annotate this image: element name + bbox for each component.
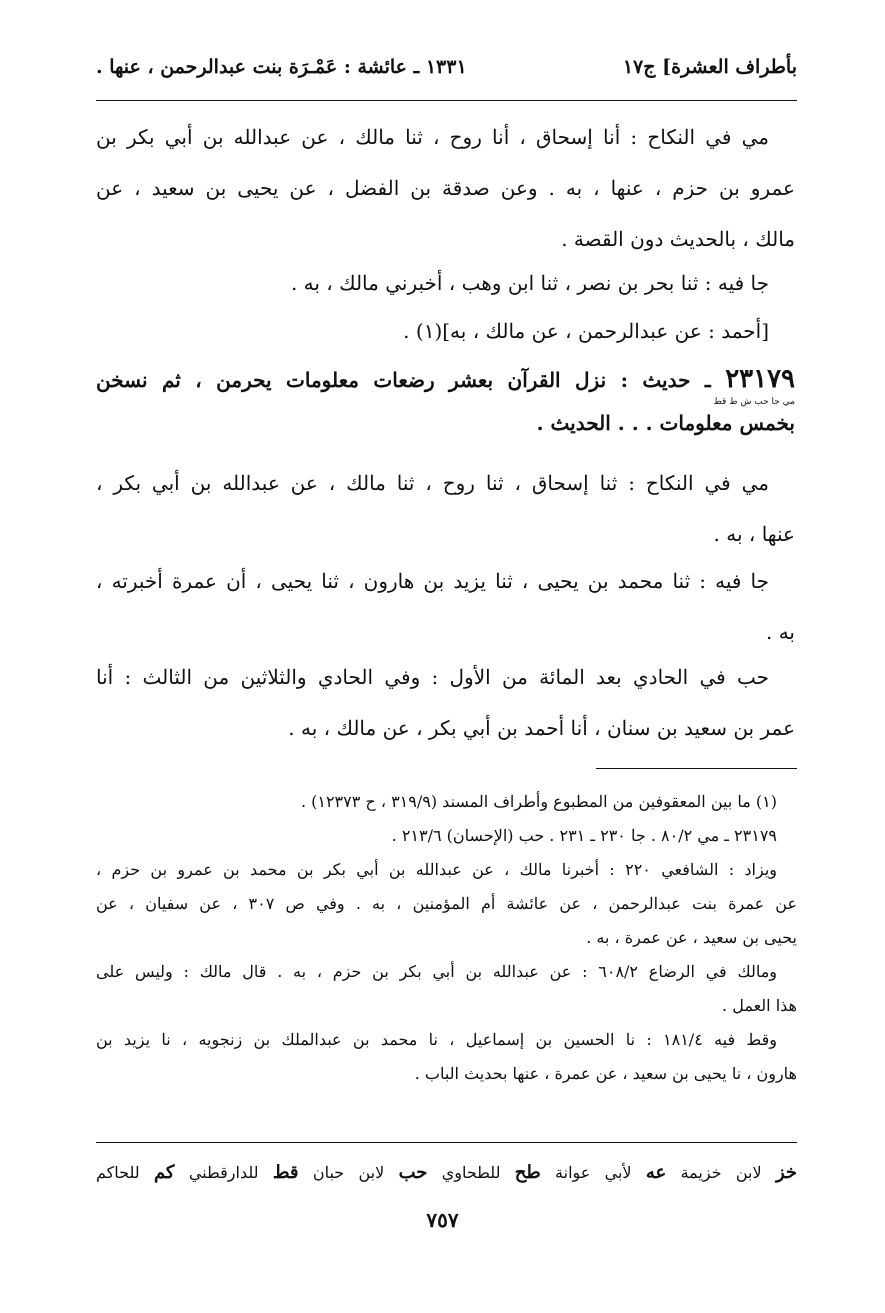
abbreviation-code: حب: [398, 1162, 428, 1183]
abbreviation-code: عه: [645, 1162, 667, 1183]
hadith-title: ـ حديث : نزل القرآن بعشر رضعات معلومات يحرمن ، ثم نسخن: [96, 368, 711, 392]
footnote-2: ٢٣١٧٩ ـ مي ٨٠/٢ . جا ٢٣٠ ـ ٢٣١ . حب (الإحسان) ٢١٣/٦ .: [391, 826, 777, 845]
footnote-line: عن عمرة بنت عبدالرحمن ، عن عائشة أم المؤمنين ، به . وفي ص ٣٠٧ ، عن سفيان ، عن: [96, 894, 797, 913]
footnotes: [96, 785, 797, 1091]
isnad-paragraph-hb: [96, 652, 795, 754]
abbreviation-code: خز: [775, 1162, 798, 1183]
text-line: عمر بن سعيد بن سنان ، أنا أحمد بن أبي بكر ، عن مالك ، به .: [288, 716, 795, 740]
footnote-line: ومالك في الرضاع ٦٠٨/٢ : عن عبدالله بن أبي بكر بن حزم ، به . قال مالك : وليس على: [96, 962, 777, 981]
abbreviations-key: [96, 1156, 797, 1190]
text-line: مي في النكاح : أنا إسحاق ، أنا روح ، ثنا مالك ، عن عبدالله بن أبي بكر بن: [96, 125, 769, 149]
footnote-rule: [596, 768, 797, 769]
abbreviation-name: للطحاوي: [441, 1163, 501, 1182]
abbreviation-name: للحاكم: [96, 1163, 140, 1182]
isnad-paragraph-ja-2: [96, 556, 795, 658]
isnad-paragraph-mi: [96, 112, 795, 265]
abbreviation-name: لابن حبان: [312, 1163, 385, 1182]
text-line: جا فيه : ثنا بحر بن نصر ، ثنا ابن وهب ، أخبرني مالك ، به .: [290, 271, 769, 295]
abbreviation-code: كم: [153, 1162, 175, 1183]
text-line: حب في الحادي بعد المائة من الأول : وفي الحادي والثلاثين من الثالث : أنا: [96, 665, 769, 689]
text-line: [أحمد : عن عبدالرحمن ، عن مالك ، به](١) .: [403, 319, 769, 343]
text-line: مي في النكاح : ثنا إسحاق ، ثنا روح ، ثنا مالك ، عن عبدالله بن أبي بكر ،: [96, 471, 770, 495]
header-chapter-title: ١٣٣١ ـ عائشة : عَمْـرَة بنت عبدالرحمن ، عنها .: [96, 56, 467, 78]
running-header: [96, 56, 797, 90]
text-line: عمرو بن حزم ، عنها ، به . وعن صدقة بن الفضل ، عن يحيى بن سعيد ، عن: [96, 176, 795, 200]
footnote-line: ويزاد : الشافعي ٢٢٠ : أخبرنا مالك ، عن عبدالله بن أبي بكر بن محمد بن عمرو بن حزم ،: [96, 860, 777, 879]
isnad-paragraph-ja: [96, 258, 795, 309]
abbreviation-item: [313, 1163, 428, 1182]
footnote-1: (١) ما بين المعقوفين من المطبوع وأطراف المسند (٣١٩/٩ ، ح ١٢٣٧٣) .: [300, 792, 777, 811]
abbreviation-item: [555, 1163, 666, 1182]
isnad-paragraph-mi-2: [96, 458, 795, 560]
isnad-paragraph-ahmad: [96, 306, 795, 357]
page-number: ٧٥٧: [426, 1208, 459, 1232]
abbreviation-code: قط: [272, 1162, 299, 1183]
source-sigla: مي جا حب ش ط قط: [713, 397, 795, 407]
hadith-title-continued: بخمس معلومات . . . الحديث .: [536, 411, 795, 435]
hadith-heading-line: [96, 362, 795, 396]
footnote-line: وقط فيه ١٨١/٤ : نا الحسين بن إسماعيل ، نا محمد بن عبدالملك بن زنجويه ، نا يزيد بن: [96, 1030, 777, 1049]
abbreviation-name: لابن خزيمة: [680, 1163, 762, 1182]
footnote-line: هذا العمل .: [722, 996, 797, 1015]
header-book-title: بأطراف العشرة] ج١٧: [622, 56, 797, 78]
abbreviation-code: طح: [514, 1162, 541, 1183]
footnote-line: هارون ، نا يحيى بن سعيد ، عن عمرة ، عنها بحديث الباب .: [414, 1064, 797, 1083]
abbreviation-item: [442, 1163, 541, 1182]
text-line: جا فيه : ثنا محمد بن يحيى ، ثنا يزيد بن هارون ، ثنا يحيى ، أن عمرة أخبرته ،: [96, 569, 769, 593]
text-line: به .: [765, 620, 795, 644]
hadith-heading: [96, 362, 795, 438]
footnote-line: يحيى بن سعيد ، عن عمرة ، به .: [586, 928, 797, 947]
header-rule: [96, 100, 797, 101]
abbreviations-rule: [96, 1142, 797, 1143]
abbreviation-name: لأبي عوانة: [555, 1163, 632, 1182]
abbreviation-item: [189, 1163, 299, 1182]
text-line: عنها ، به .: [713, 522, 795, 546]
abbreviation-item: [96, 1163, 175, 1182]
text-line: مالك ، بالحديث دون القصة .: [561, 227, 795, 251]
hadith-number: ٢٣١٧٩: [725, 364, 796, 394]
abbreviation-name: للدارقطني: [188, 1163, 259, 1182]
abbreviation-item: [681, 1163, 797, 1182]
